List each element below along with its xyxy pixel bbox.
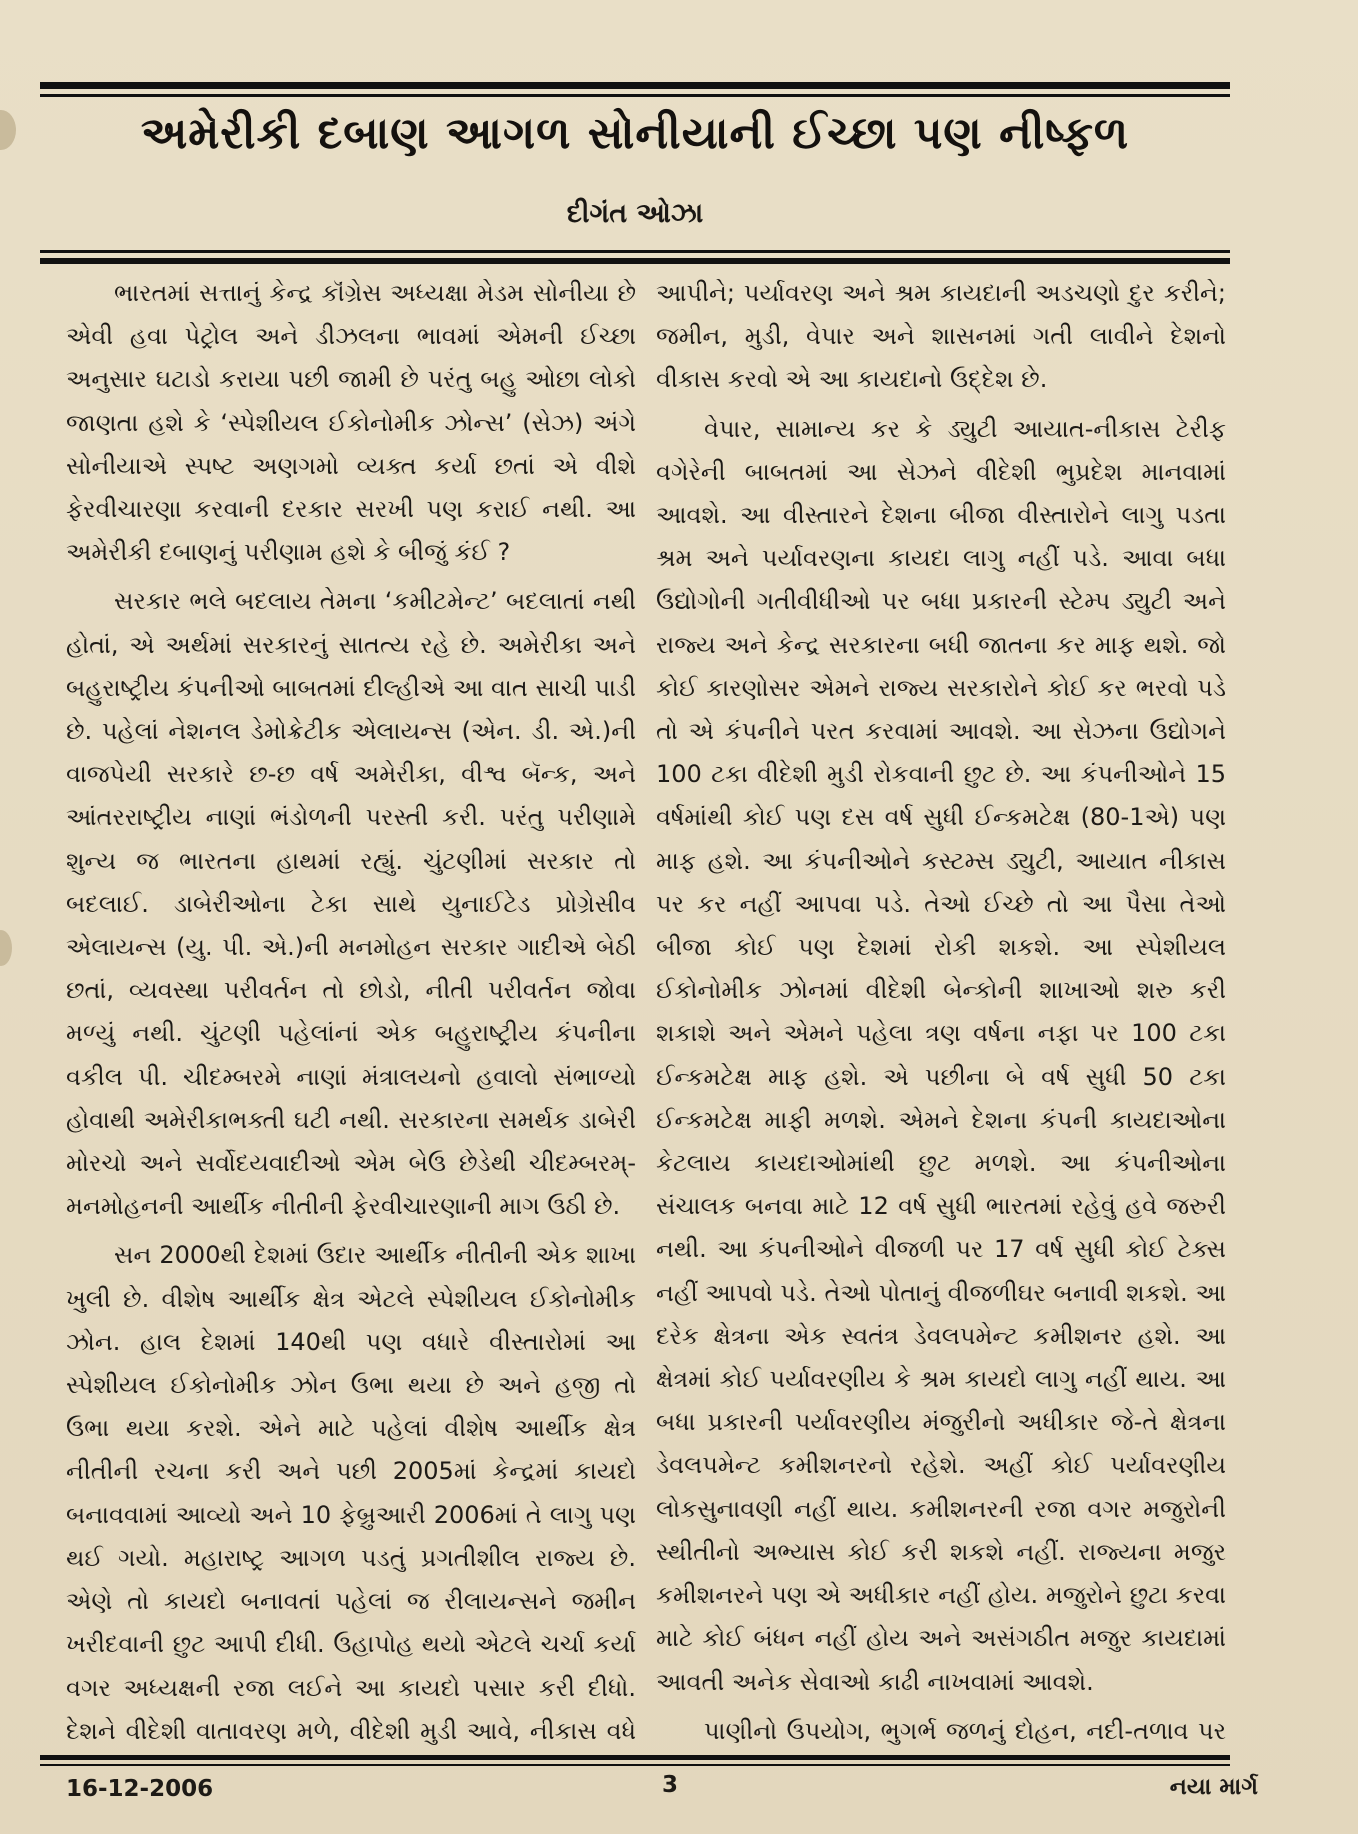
paragraph: સન 2000થી દેશમાં ઉદાર આર્થીક નીતીની એક શાખા ખુલી છે. વીશેષ આર્થીક ક્ષેત્ર એટલે સ્પેશીયલ ઈકોનોમીક ઝોન. હાલ દેશમાં 140થી પણ વધારે વીસ્તારોમાં આ સ્પેશીયલ ઈકોનોમીક ઝોન ઉભા થયા છે અને હજી તો ઉભા થયા કરશે. એને માટે પહેલાં વીશેષ આર્થીક ક્ષેત્ર નીતીની રચના કરી અને પછી 2005માં કેન્દ્રમાં કાયદો બનાવવામાં આવ્યો અને 10 ફેબ્રુઆરી 2006માં તે લાગુ પણ થઈ ગયો. મહારાષ્ટ્ર આગળ પડતું પ્રગતીશીલ રાજ્ય છે. એણે તો કાયદો બનાવતાં પહેલાં જ રીલાયન્સને જમીન ખરીદવાની છુટ આપી દીધી. ઉહાપોહ થયો એટલે ચર્ચા કર્યા વગર અધ્યક્ષની રજા લઈને આ કાયદો પસાર કરી દીધો. દેશને વીદેશી વાતાવરણ મળે, વીદેશી મુડી આવે, નીકાસ વધે	[66, 1241, 636, 1745]
top-rule-thick	[40, 82, 1230, 89]
paper-tear-left	[0, 110, 16, 150]
article-byline: દીગંત ઓઝા	[566, 198, 704, 229]
issue-date: 16-12-2006	[66, 1776, 214, 1802]
paragraph: પાણીનો ઉપયોગ, ભુગર્ભ જળનું દોહન, નદી-તળાવ પર	[704, 1716, 1226, 1745]
paragraph: વેપાર, સામાન્ય કર કે ડ્યુટી આયાત-નીકાસ ટેરીફ વગેરેની બાબતમાં આ સેઝને વીદેશી ભુપ્રદેશ માનવામાં આવશે. આ વીસ્તારને દેશના બીજા વીસ્તારોને લાગુ પડતા શ્રમ અને પર્યાવરણના કાયદા લાગુ નહીં પડે. આવા બધા ઉદ્યોગોની ગતીવીધીઓ પર બધા પ્રકારની સ્ટેમ્પ ડ્યુટી અને રાજ્ય અને કેન્દ્ર સરકારના બધી જાતના કર માફ થશે. જો કોઈ કારણોસર એમને રાજ્ય સરકારોને કોઈ કર ભરવો પડે તો એ કંપનીને પરત કરવામાં આવશે. આ સેઝના ઉદ્યોગને 100 ટકા વીદેશી મુડી રોકવાની છુટ છે. આ કંપનીઓને 15 વર્ષમાંથી કોઈ પણ દસ વર્ષ સુધી ઈન્કમટેક્ષ (80-1એ) પણ માફ હશે. આ કંપનીઓને કસ્ટમ્સ ડ્યુટી, આયાત નીકાસ પર કર નહીં આપવા પડે. તેઓ ઈચ્છે તો આ પૈસા તેઓ બીજા કોઈ પણ દેશમાં રોકી શકશે. આ સ્પેશીયલ ઈકોનોમીક ઝોનમાં વીદેશી બેન્કોની શાખાઓ શરુ કરી શકાશે અને એમને પહેલા ત્રણ વર્ષના નફા પર 100 ટકા ઈન્કમટેક્ષ માફ હશે. એ પછીના બે વર્ષ સુધી 50 ટકા ઈન્કમટેક્ષ માફી મળશે. એમને દેશના કંપની કાયદાઓના કેટલાય કાયદાઓમાંથી છુટ મળશે. આ કંપનીઓના સંચાલક બનવા માટે 12 વર્ષ સુધી ભારતમાં રહેવું હવે જરુરી નથી. આ કંપનીઓને વીજળી પર 17 વર્ષ સુધી કોઈ ટેક્સ નહીં આપવો પડે. તેઓ પોતાનું વીજળીઘર બનાવી શકશે. આ દરેક ક્ષેત્રના એક સ્વતંત્ર ડેવલપમેન્ટ કમીશનર હશે. આ ક્ષેત્રમાં કોઈ પર્યાવરણીય કે શ્રમ કાયદો લાગુ નહીં થાય. આ બધા પ્રકારની પર્યાવરણીય મંજુરીનો અધીકાર જે-તે ક્ષેત્રના ડેવલપમેન્ટ કમીશનરનો રહેશે. અહીં કોઈ પર્યાવરણીય લોકસુનાવણી નહીં થાય. કમીશનરની રજા વગર મજુરોની સ્થીતીનો અભ્યાસ કોઈ કરી શકશે નહીં. રાજ્યના મજુર કમીશનરને પણ એ અધીકાર નહીં હોય. મજુરોને છુટા કરવા માટે કોઈ બંધન નહીં હોય અને અસંગઠીત મજુર કાયદામાં આવતી અનેક સેવાઓ કાઢી નાખવામાં આવશે.	[656, 414, 1226, 1696]
header-rule-thick	[40, 258, 1230, 264]
footer-rule-thin	[40, 1764, 1230, 1766]
paper-tear-left-lower	[0, 930, 12, 966]
article-headline: અમેરીકી દબાણ આગળ સોનીયાની ઈચ્છા પણ નીષ્ફળ	[140, 108, 1130, 159]
article-column-left	[66, 272, 636, 1750]
header-rule-thin	[40, 250, 1230, 253]
top-rule-thin	[40, 94, 1230, 97]
paragraph: ભારતમાં સત્તાનું કેન્દ્ર કૉંગ્રેસ અધ્યક્ષા મેડમ સોનીયા છે એવી હવા પેટ્રોલ અને ડીઝલના ભાવમાં એમની ઈચ્છા અનુસાર ઘટાડો કરાયા પછી જામી છે પરંતુ બહુ ઓછા લોકો જાણતા હશે કે ‘સ્પેશીયલ ઈકોનોમીક ઝોન્સ’ (સેઝ) અંગે સોનીયાએ સ્પષ્ટ અણગમો વ્યક્ત કર્યા છતાં એ વીશે ફેરવીચારણા કરવાની દરકાર સરખી પણ કરાઈ નથી. આ અમેરીકી દબાણનું પરીણામ હશે કે બીજું કંઈ ?	[66, 279, 636, 567]
page-number: 3	[662, 1772, 679, 1798]
paragraph-continued: આપીને; પર્યાવરણ અને શ્રમ કાયદાની અડચણો દુર કરીને; જમીન, મુડી, વેપાર અને શાસનમાં ગતી લાવીને દેશનો વીકાસ કરવો એ આ કાયદાનો ઉદ્દેશ છે.	[656, 279, 1226, 394]
footer-rule-thick	[40, 1755, 1230, 1760]
paragraph: સરકાર ભલે બદલાય તેમના ‘કમીટમેન્ટ’ બદલાતાં નથી હોતાં, એ અર્થમાં સરકારનું સાતત્ય રહે છે. અમેરીકા અને બહુરાષ્ટ્રીય કંપનીઓ બાબતમાં દીલ્હીએ આ વાત સાચી પાડી છે. પહેલાં નેશનલ ડેમોક્રેટીક એલાયન્સ (એન. ડી. એ.)ની વાજપેયી સરકારે છ-છ વર્ષ અમેરીકા, વીશ્વ બૅન્ક, અને આંતરરાષ્ટ્રીય નાણાં ભંડોળની પરસ્તી કરી. પરંતુ પરીણામે શુન્ય જ ભારતના હાથમાં રહ્યું. ચુંટણીમાં સરકાર તો બદલાઈ. ડાબેરીઓના ટેકા સાથે યુનાઈટેડ પ્રોગ્રેસીવ એલાયન્સ (યુ. પી. એ.)ની મનમોહન સરકાર ગાદીએ બેઠી છતાં, વ્યવસ્થા પરીવર્તન તો છોડો, નીતી પરીવર્તન જોવા મળ્યું નથી. ચુંટણી પહેલાંનાં એક બહુરાષ્ટ્રીય કંપનીના વકીલ પી. ચીદમ્બરમે નાણાં મંત્રાલયનો હવાલો સંભાળ્યો હોવાથી અમેરીકાભક્તી ઘટી નથી. સરકારના સમર્થક ડાબેરી મોરચો અને સર્વોદયવાદીઓ એમ બેઉ છેડેથી ચીદમ્બરમ્-મનમોહનની આર્થીક નીતીની ફેરવીચારણાની માગ ઉઠી છે.	[66, 587, 636, 1221]
article-column-right	[656, 272, 1226, 1750]
publication-name: નયા માર્ગ	[1169, 1774, 1258, 1800]
